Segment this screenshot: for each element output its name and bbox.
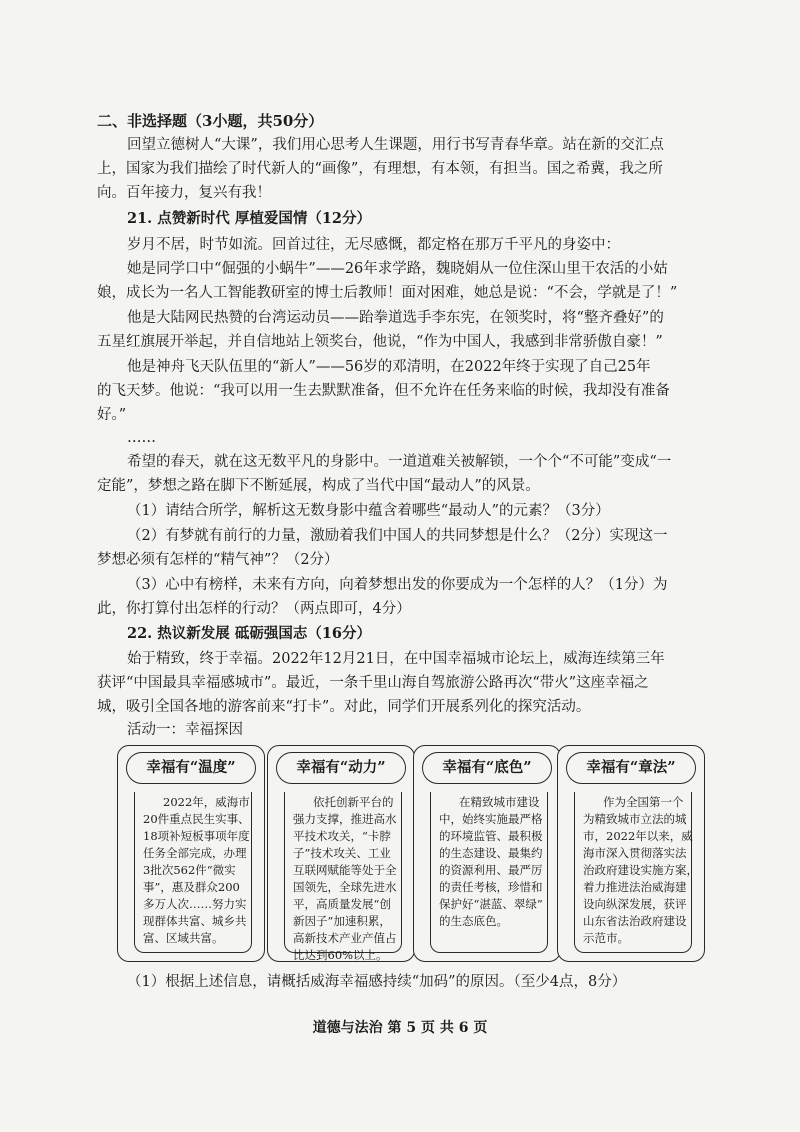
card-text-line: 的生态底色。 bbox=[439, 914, 508, 928]
card-text-line: 平技术攻关，“卡脖 bbox=[293, 829, 391, 843]
card-text-line: 新因子”加速积累， bbox=[293, 914, 391, 928]
card-text-line: 子”技术攻关、工业 bbox=[293, 846, 391, 860]
q21-subquestion: 梦想必须有怎样的“精气神”？（2分） bbox=[97, 552, 339, 568]
card-text-line: 高新技术产业产值占 bbox=[293, 931, 397, 945]
card-title: 幸福有“章法” bbox=[566, 752, 696, 784]
card-text-line: 的资源利用、最严厉 bbox=[439, 863, 543, 877]
question-22-title: 22. 热议新发展 砥砺强国志（16分） bbox=[127, 625, 371, 642]
q21-subquestion: （3）心中有榜样，未来有方向，向着梦想出发的你要成为一个怎样的人？（1分）为 bbox=[127, 577, 668, 593]
card-text-line: 20件重点民生实事、 bbox=[143, 812, 250, 826]
q21-paragraph-line: 的飞天梦。他说：“我可以用一生去默默准备，但不允许在任务来临的时候，我却没有准备 bbox=[97, 383, 670, 399]
q21-paragraph-line: …… bbox=[127, 430, 156, 446]
card-title: 幸福有“底色” bbox=[422, 752, 552, 784]
card-text-line: 作为全国第一个 bbox=[603, 795, 684, 809]
card-text-line: 任务全部完成，办理 bbox=[143, 846, 247, 860]
q21-paragraph-line: 定能”，梦想之路在脚下不断延展，构成了当代中国“最动人”的风景。 bbox=[97, 478, 540, 494]
card-text-line: 着力推进法治威海建 bbox=[583, 880, 687, 894]
q21-paragraph-line: 娘，成长为一名人工智能教研室的博士后教师！面对困难，她总是说：“不会，学就是了！” bbox=[97, 285, 678, 301]
card-text-line: 平，高质量发展“创 bbox=[293, 897, 391, 911]
card-text-line: 市，2022年以来，威 bbox=[583, 829, 693, 843]
card-body bbox=[134, 792, 252, 953]
card-text-line: 事”，惠及群众200 bbox=[143, 880, 240, 894]
q21-paragraph-line: 他是神舟飞天队伍里的“新人”——56岁的邓清明，在2022年终于实现了自己25年 bbox=[127, 359, 651, 375]
intro-line: 上，国家为我们描绘了时代新人的“画像”，有理想，有本领，有担当。国之希冀，我之所 bbox=[97, 161, 663, 177]
card-text-line: 互联网赋能等处于全 bbox=[293, 863, 397, 877]
card-text-line: 富、区域共富。 bbox=[143, 931, 224, 945]
card-text-line: 海市深入贯彻落实法 bbox=[583, 846, 687, 860]
card-text-line: 中，始终实施最严格 bbox=[439, 812, 543, 826]
q21-paragraph-line: 他是大陆网民热赞的台湾运动员——跆拳道选手李东宪，在领奖时，将“整齐叠好”的 bbox=[127, 310, 664, 326]
card-text-line: 依托创新平台的 bbox=[313, 795, 394, 809]
card-title: 幸福有“动力” bbox=[276, 752, 406, 784]
card-text-line: 3批次562件“微实 bbox=[143, 863, 236, 877]
card-text-line: 的环境监管、最积极 bbox=[439, 829, 543, 843]
card-momentum bbox=[267, 745, 415, 962]
question-21-title: 21. 点赞新时代 厚植爱国情（12分） bbox=[127, 210, 371, 227]
q22-subquestion-1: （1）根据上述信息，请概括威海幸福感持续“加码”的原因。（至少4点，8分） bbox=[127, 974, 627, 990]
card-title: 幸福有“温度” bbox=[126, 752, 256, 784]
card-text-line: 的责任考核，珍惜和 bbox=[439, 880, 543, 894]
q21-subquestion: （1）请结合所学，解析这无数身影中蕴含着哪些“最动人”的元素？（3分） bbox=[127, 503, 610, 519]
q21-paragraph-line: 好。” bbox=[97, 407, 127, 423]
intro-line: 向。百年接力，复兴有我！ bbox=[97, 185, 271, 201]
q21-paragraph-line: 五星红旗展开举起，并自信地站上领奖台，他说，“作为中国人，我感到非常骄傲自豪！” bbox=[97, 334, 663, 350]
card-warmth bbox=[117, 745, 265, 962]
card-body bbox=[430, 792, 548, 953]
card-rule-of-law bbox=[557, 745, 705, 962]
card-text-line: 多万人次……努力实 bbox=[143, 897, 247, 911]
card-text-line: 现群体共富、城乡共 bbox=[143, 914, 247, 928]
q22-paragraph-line: 始于精致，终于幸福。2022年12月21日，在中国幸福城市论坛上，威海连续第三年 bbox=[127, 651, 665, 667]
activity-label: 活动一：幸福探因 bbox=[127, 722, 243, 738]
section-heading: 二、非选择题（3小题，共50分） bbox=[97, 112, 324, 130]
card-text-line: 示范市。 bbox=[583, 931, 629, 945]
q22-paragraph-line: 获评“中国最具幸福感城市”。最近，一条千里山海自驾旅游公路再次“带火”这座幸福之 bbox=[97, 675, 649, 691]
card-text-line: 2022年，威海市 bbox=[163, 795, 250, 809]
q22-paragraph-line: 城，吸引全国各地的游客前来“打卡”。对此，同学们开展系列化的探究活动。 bbox=[97, 699, 591, 715]
card-text-line: 为精致城市立法的城 bbox=[583, 812, 687, 826]
card-text-line: 比达到60%以上。 bbox=[293, 948, 388, 962]
card-body bbox=[574, 792, 698, 953]
q21-subquestion: 此，你打算付出怎样的行动？（两点即可，4分） bbox=[97, 601, 411, 617]
card-text-line: 国领先，全球先进水 bbox=[293, 880, 397, 894]
card-text-line: 强力支撑，推进高水 bbox=[293, 812, 397, 826]
card-text-line: 山东省法治政府建设 bbox=[583, 914, 687, 928]
card-background bbox=[413, 745, 561, 962]
q21-paragraph-line: 岁月不居，时节如流。回首过往，无尽感慨，都定格在那万千平凡的身姿中： bbox=[127, 237, 620, 253]
card-text-line: 保护好“湛蓝、翠绿” bbox=[439, 897, 543, 911]
card-text-line: 治政府建设实施方案， bbox=[583, 863, 698, 877]
card-text-line: 设向纵深发展，获评 bbox=[583, 897, 687, 911]
card-text-line: 的生态建设、最集约 bbox=[439, 846, 543, 860]
card-text-line: 在精致城市建设 bbox=[459, 795, 540, 809]
q21-paragraph-line: 希望的春天，就在这无数平凡的身影中。一道道难关被解锁，一个个“不可能”变成“一 bbox=[127, 454, 672, 470]
intro-line: 回望立德树人“大课”，我们用心思考人生课题，用行书写青春华章。站在新的交汇点 bbox=[127, 137, 664, 153]
card-text-line: 18项补短板事项年度 bbox=[143, 829, 250, 843]
q21-subquestion: （2）有梦就有前行的力量，激励着我们中国人的共同梦想是什么？（2分）实现这一 bbox=[127, 528, 668, 544]
card-body bbox=[284, 792, 402, 962]
page-footer: 道德与法治 第 5 页 共 6 页 bbox=[312, 1020, 488, 1036]
q21-paragraph-line: 她是同学口中“倔强的小蜗牛”——26年求学路，魏晓娟从一位住深山里干农活的小姑 bbox=[127, 261, 668, 277]
